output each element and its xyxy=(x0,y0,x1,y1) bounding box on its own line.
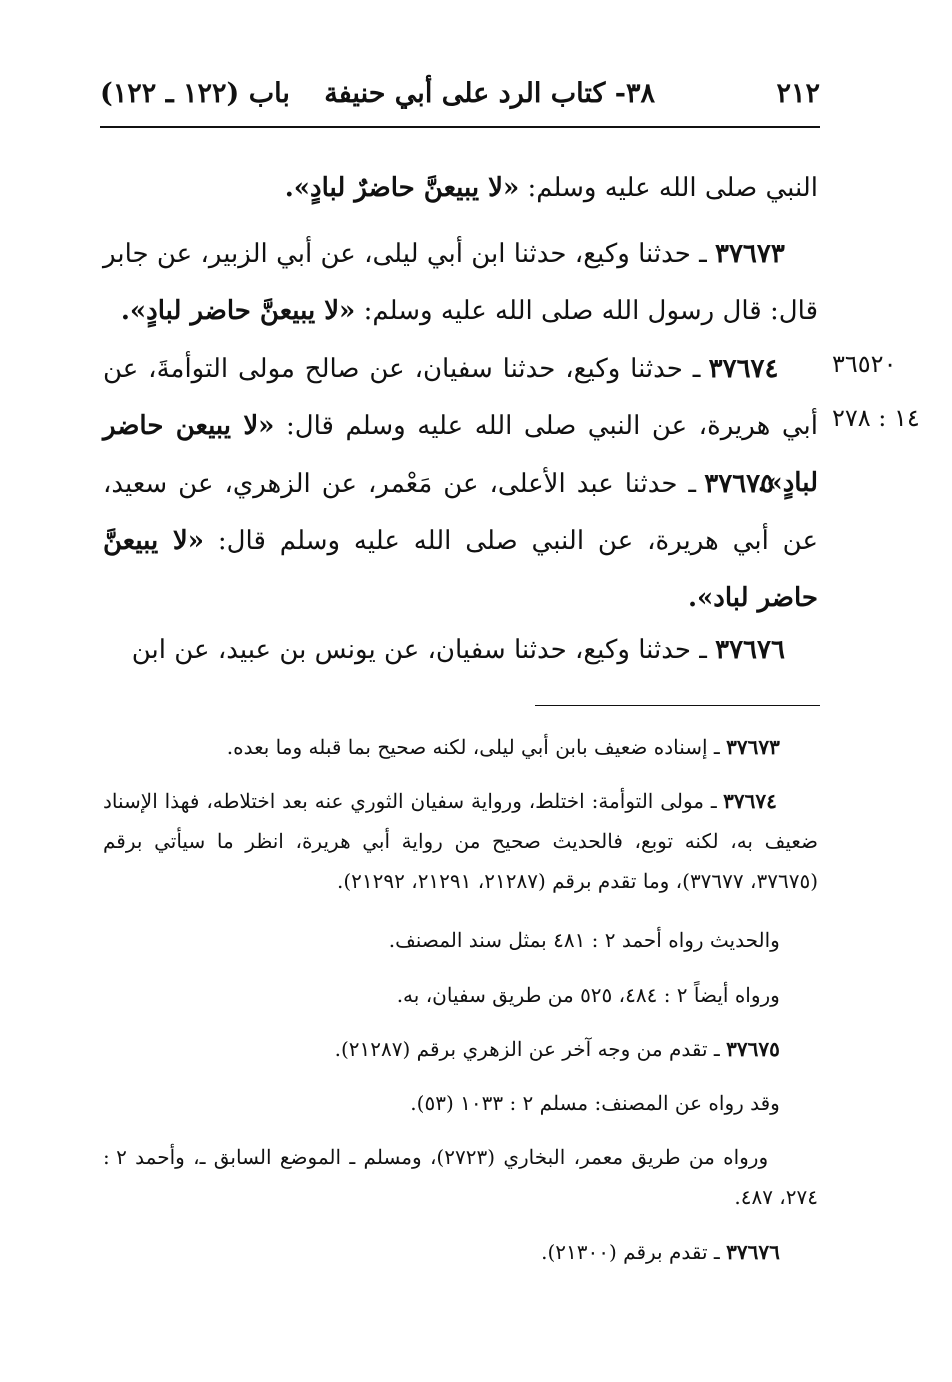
footnote-37675 xyxy=(103,1029,818,1069)
hadith-text: ـ حدثنا وكيع، حدثنا ابن أبي ليلى، عن أبي الزبير، عن جابر قال: قال رسول الله صلى الله عليه وسلم: xyxy=(103,239,818,326)
footnote-text: وقد رواه عن المصنف: مسلم ٢ : ١٠٣٣ (٥٣). xyxy=(410,1091,780,1115)
footnote-text: ورواه أيضاً ٢ : ٤٨٤، ٥٢٥ من طريق سفيان، به. xyxy=(396,983,780,1007)
footnote-number: ٣٧٦٧٦ xyxy=(726,1240,780,1264)
footnote-text: والحديث رواه أحمد ٢ : ٤٨١ بمثل سند المصنف. xyxy=(388,928,780,952)
section-range: باب (١٢٢ ـ ١٢٢) xyxy=(100,78,290,109)
footnote-number: ٣٧٦٧٣ xyxy=(726,735,780,759)
hadith-number: ٣٧٦٧٥ xyxy=(704,469,775,499)
paragraph-intro xyxy=(103,160,818,217)
footnote-line xyxy=(103,1083,818,1123)
page-number: ٢١٢ xyxy=(776,78,820,109)
margin-ref-1: ٣٦٥٢٠ xyxy=(832,350,897,378)
footnote-37673 xyxy=(103,727,818,767)
hadith-number: ٣٧٦٧٦ xyxy=(715,635,785,665)
footnote-line xyxy=(103,1137,818,1217)
footnote-number: ٣٧٦٧٤ xyxy=(723,789,777,813)
intro-text: النبي صلى الله عليه وسلم: xyxy=(519,173,818,203)
hadith-quote: «لا يبيعن حاضر لبادٍ». xyxy=(103,411,818,498)
header-rule xyxy=(100,126,820,128)
hadith-quote: «لا يبيعنَّ حاضر لبادٍ». xyxy=(120,296,356,326)
hadith-number: ٣٧٦٧٣ xyxy=(715,239,785,269)
hadith-37673 xyxy=(103,226,818,340)
footnote-37674 xyxy=(103,781,818,901)
running-header xyxy=(100,78,820,118)
footnote-separator xyxy=(535,705,820,706)
hadith-text: ـ حدثنا وكيع، حدثنا سفيان، عن يونس بن عبيد، عن ابن xyxy=(131,635,716,665)
margin-ref-2: ١٤ : ٢٧٨ xyxy=(832,404,920,432)
footnote-line xyxy=(103,975,818,1015)
footnote-line xyxy=(103,920,818,960)
footnote-text: ورواه من طريق معمر، البخاري (٢٧٢٣)، ومسلم ـ الموضع السابق ـ، وأحمد ٢ : ٢٧٤، ٤٨٧. xyxy=(103,1145,818,1209)
hadith-37676 xyxy=(103,622,818,679)
footnote-number: ٣٧٦٧٥ xyxy=(726,1037,780,1061)
footnote-37676 xyxy=(103,1232,818,1272)
intro-quote: «لا يبيعنَّ حاضرٌ لبادٍ». xyxy=(284,173,520,203)
hadith-text: ـ حدثنا عبد الأعلى، عن مَعْمر، عن الزهري، عن سعيد، عن أبي هريرة، عن النبي صلى الله عليه وسلم قال: xyxy=(103,469,818,556)
footnote-text: ـ إسناده ضعيف بابن أبي ليلى، لكنه صحيح بما قبله وما بعده. xyxy=(226,735,727,759)
footnote-text: ـ تقدم من وجه آخر عن الزهري برقم (٢١٢٨٧). xyxy=(334,1037,727,1061)
book-title: ٣٨- كتاب الرد على أبي حنيفة xyxy=(324,78,655,109)
footnote-text: ـ مولى التوأمة: اختلط، ورواية سفيان الثوري عنه بعد اختلاطه، فهذا الإسناد ضعيف به، لكنه توبع، فالحديث صحيح من رواية أبي هريرة، انظر ما سيأتي برقم (٣٧٦٧٥، ٣٧٦٧٧)، وما تقدم برقم (٢١٢٨٧، ٢١٢٩١، ٢١٢٩٢). xyxy=(103,789,818,893)
hadith-37675 xyxy=(103,456,818,627)
footnote-text: ـ تقدم برقم (٢١٣٠٠). xyxy=(541,1240,727,1264)
hadith-quote: «لا يبيعنَّ حاضر لباد». xyxy=(103,526,818,613)
hadith-number: ٣٧٦٧٤ xyxy=(708,354,779,384)
hadith-text: ـ حدثنا وكيع، حدثنا سفيان، عن صالح مولى التوأمةَ، عن أبي هريرة، عن النبي صلى الله عليه وسلم قال: xyxy=(103,354,818,441)
